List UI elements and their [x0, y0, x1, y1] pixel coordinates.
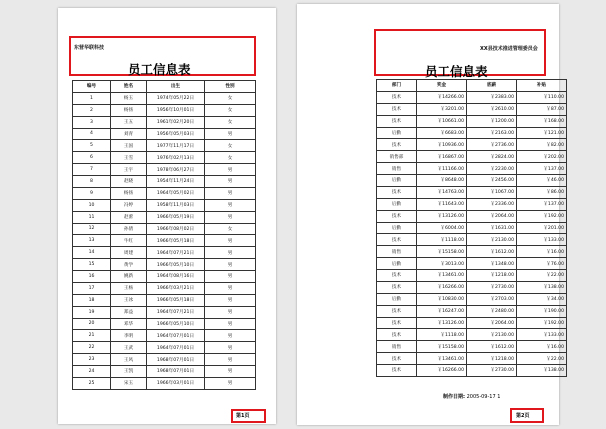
table-cell: 男 — [205, 211, 256, 223]
table-cell: 杨玉 — [111, 92, 147, 104]
table-cell: 1966年08月02日 — [147, 223, 205, 235]
table-row — [73, 116, 256, 128]
salary-table — [376, 79, 567, 377]
print-date-value: 2005-09-17 1 — [466, 394, 501, 400]
table-row — [377, 127, 567, 139]
table-row — [73, 342, 256, 354]
table-cell: 男 — [205, 235, 256, 247]
table-cell: 男 — [205, 342, 256, 354]
table-cell: 刘青 — [111, 128, 147, 140]
table-cell: 25 — [73, 377, 111, 389]
table-cell: ￥11643.00 — [417, 198, 467, 210]
table-cell: 技术 — [377, 186, 417, 198]
table-cell: 王宇 — [111, 164, 147, 176]
table-row — [377, 305, 567, 317]
table-cell: 邓华 — [111, 318, 147, 330]
table-cell: ￥137.00 — [517, 198, 567, 210]
table-cell: ￥6683.00 — [417, 127, 467, 139]
table-row — [73, 318, 256, 330]
table-row — [377, 175, 567, 187]
table-cell: 1977年11月17日 — [147, 140, 205, 152]
column-header: 部门 — [377, 80, 417, 92]
table-cell: ￥2610.00 — [467, 103, 517, 115]
table-row — [377, 163, 567, 175]
table-cell: 1966年05月10日 — [147, 318, 205, 330]
table-cell: 后勤 — [377, 175, 417, 187]
table-cell: ￥16266.00 — [417, 365, 467, 377]
table-cell: 赵蕾 — [111, 211, 147, 223]
table-cell: 男 — [205, 176, 256, 188]
table-cell: ￥1067.00 — [467, 186, 517, 198]
table-cell: 1958年11月03日 — [147, 199, 205, 211]
table-row — [377, 151, 567, 163]
table-cell: ￥87.00 — [517, 103, 567, 115]
table-cell: 男 — [205, 306, 256, 318]
table-cell: ￥110.00 — [517, 91, 567, 103]
table-cell: 2 — [73, 104, 111, 116]
table-cell: 销售 — [377, 163, 417, 175]
page-number: 第1页 — [236, 413, 250, 419]
table-cell: 王雪 — [111, 152, 147, 164]
table-cell: ￥2230.00 — [467, 163, 517, 175]
table-cell: 后勤 — [377, 127, 417, 139]
table-cell: ￥138.00 — [517, 281, 567, 293]
table-cell: 技术 — [377, 103, 417, 115]
table-cell: 销售 — [377, 341, 417, 353]
table-cell: ￥16266.00 — [417, 281, 467, 293]
table-row — [73, 223, 256, 235]
table-cell: 5 — [73, 140, 111, 152]
table-cell: 技术 — [377, 353, 417, 365]
table-cell: 王国 — [111, 140, 147, 152]
table-cell: ￥201.00 — [517, 222, 567, 234]
table-cell: 男 — [205, 366, 256, 378]
table-cell: ￥22.00 — [517, 270, 567, 282]
table-cell: 姚新 — [111, 271, 147, 283]
table-cell: 3 — [73, 116, 111, 128]
table-cell: 王风 — [111, 354, 147, 366]
table-cell: 1978年06月27日 — [147, 164, 205, 176]
table-cell: 1974年05月22日 — [147, 92, 205, 104]
table-cell: ￥14763.00 — [417, 186, 467, 198]
table-cell: ￥46.00 — [517, 175, 567, 187]
column-header: 编号 — [73, 81, 111, 93]
table-cell: 宋玉 — [111, 377, 147, 389]
table-cell: ￥6004.00 — [417, 222, 467, 234]
table-row — [73, 104, 256, 116]
table-cell: ￥1118.00 — [417, 329, 467, 341]
table-cell: 8 — [73, 176, 111, 188]
table-cell: 17 — [73, 282, 111, 294]
table-cell: ￥1612.00 — [467, 341, 517, 353]
table-row — [377, 293, 567, 305]
table-cell: ￥13461.00 — [417, 270, 467, 282]
column-header: 奖金 — [417, 80, 467, 92]
table-cell: ￥3201.00 — [417, 103, 467, 115]
column-header: 性别 — [205, 81, 256, 93]
table-header-row — [377, 80, 567, 92]
table-cell: 18 — [73, 294, 111, 306]
table-cell: 19 — [73, 306, 111, 318]
table-cell: 1964年07月21日 — [147, 247, 205, 259]
table-row — [73, 330, 256, 342]
table-cell: 女 — [205, 104, 256, 116]
table-cell: 1964年07月21日 — [147, 306, 205, 318]
table-cell: 男 — [205, 318, 256, 330]
table-row — [73, 235, 256, 247]
table-row — [73, 176, 256, 188]
table-row — [377, 281, 567, 293]
table-cell: 女 — [205, 140, 256, 152]
table-cell: ￥2336.00 — [467, 198, 517, 210]
table-row — [73, 199, 256, 211]
table-cell: 1968年07月01日 — [147, 366, 205, 378]
table-cell: 郑益 — [111, 306, 147, 318]
table-cell: 1966年05月18日 — [147, 235, 205, 247]
table-cell: ￥133.00 — [517, 329, 567, 341]
table-cell: 牛红 — [111, 235, 147, 247]
table-cell: ￥15158.00 — [417, 341, 467, 353]
table-cell: ￥1218.00 — [467, 353, 517, 365]
page-title: 员工信息表 — [128, 62, 191, 77]
table-cell: 技术 — [377, 115, 417, 127]
table-row — [73, 152, 256, 164]
table-cell: 1968年07月01日 — [147, 354, 205, 366]
table-cell: 李明 — [111, 330, 147, 342]
table-cell: 男 — [205, 282, 256, 294]
employee-table — [72, 80, 256, 390]
table-row — [73, 377, 256, 389]
table-cell: 1966年05月18日 — [147, 294, 205, 306]
table-cell: ￥82.00 — [517, 139, 567, 151]
table-cell: ￥2736.00 — [467, 139, 517, 151]
table-cell: 王杨 — [111, 282, 147, 294]
table-cell: ￥2456.00 — [467, 175, 517, 187]
table-cell: 男 — [205, 330, 256, 342]
column-header: 出生 — [147, 81, 205, 93]
table-row — [377, 353, 567, 365]
table-cell: ￥2730.00 — [467, 365, 517, 377]
table-cell: 黄学 — [111, 259, 147, 271]
table-cell: 王凯 — [111, 366, 147, 378]
table-cell: 13 — [73, 235, 111, 247]
table-cell: ￥16867.00 — [417, 151, 467, 163]
table-cell: 技术 — [377, 365, 417, 377]
table-cell: 男 — [205, 294, 256, 306]
table-cell: 10 — [73, 199, 111, 211]
table-cell: 21 — [73, 330, 111, 342]
table-cell: ￥2163.00 — [467, 127, 517, 139]
table-cell: 女 — [205, 116, 256, 128]
table-cell: 周建 — [111, 247, 147, 259]
table-row — [377, 91, 567, 103]
table-cell: ￥202.00 — [517, 151, 567, 163]
table-cell: 1966年05月19日 — [147, 211, 205, 223]
table-cell: 后勤 — [377, 222, 417, 234]
table-row — [73, 259, 256, 271]
table-cell: 9 — [73, 187, 111, 199]
table-cell: 女 — [205, 92, 256, 104]
table-row — [377, 139, 567, 151]
table-cell: ￥13461.00 — [417, 353, 467, 365]
table-cell: ￥192.00 — [517, 317, 567, 329]
table-cell: ￥1612.00 — [467, 246, 517, 258]
table-row — [73, 294, 256, 306]
table-cell: ￥22.00 — [517, 353, 567, 365]
table-cell: ￥2824.00 — [467, 151, 517, 163]
table-cell: 后勤 — [377, 198, 417, 210]
table-cell: 王武 — [111, 342, 147, 354]
table-cell: 技术 — [377, 281, 417, 293]
table-cell: ￥138.00 — [517, 365, 567, 377]
table-cell: 技术 — [377, 270, 417, 282]
table-cell: 14 — [73, 247, 111, 259]
table-cell: ￥16247.00 — [417, 305, 467, 317]
table-cell: 技术 — [377, 305, 417, 317]
table-row — [73, 164, 256, 176]
table-cell: ￥10830.00 — [417, 293, 467, 305]
table-cell: 男 — [205, 247, 256, 259]
table-cell: ￥121.00 — [517, 127, 567, 139]
table-cell: ￥2383.00 — [467, 91, 517, 103]
table-cell: 女 — [205, 152, 256, 164]
table-cell: 1966年03月01日 — [147, 377, 205, 389]
table-cell: 孙倩 — [111, 223, 147, 235]
table-cell: 11 — [73, 211, 111, 223]
table-cell: 销售部 — [377, 151, 417, 163]
table-cell: 男 — [205, 128, 256, 140]
table-cell: 1956年10月01日 — [147, 104, 205, 116]
table-row — [73, 211, 256, 223]
table-cell: ￥16.00 — [517, 246, 567, 258]
table-cell: ￥2703.00 — [467, 293, 517, 305]
table-cell: 赵晓 — [111, 176, 147, 188]
table-row — [377, 198, 567, 210]
table-cell: ￥1631.00 — [467, 222, 517, 234]
table-cell: 杨扬 — [111, 187, 147, 199]
table-cell: ￥86.00 — [517, 186, 567, 198]
table-cell: ￥3013.00 — [417, 258, 467, 270]
table-cell: ￥2480.00 — [467, 305, 517, 317]
company-name: XX县技术推进管理委员会 — [480, 46, 538, 52]
table-row — [377, 365, 567, 377]
table-cell: ￥34.00 — [517, 293, 567, 305]
table-cell: 销售 — [377, 246, 417, 258]
table-cell: 1976年02月13日 — [147, 152, 205, 164]
table-cell: ￥2064.00 — [467, 210, 517, 222]
table-row — [377, 270, 567, 282]
table-cell: 1964年07月01日 — [147, 330, 205, 342]
table-cell: ￥1348.00 — [467, 258, 517, 270]
table-cell: 22 — [73, 342, 111, 354]
table-cell: 1954年11月24日 — [147, 176, 205, 188]
table-row — [377, 246, 567, 258]
table-cell: 技术 — [377, 91, 417, 103]
table-cell: ￥2130.00 — [467, 234, 517, 246]
table-cell: 6 — [73, 152, 111, 164]
table-row — [377, 103, 567, 115]
table-row — [377, 210, 567, 222]
column-header: 姓名 — [111, 81, 147, 93]
table-cell: ￥11166.00 — [417, 163, 467, 175]
table-header-row — [73, 81, 256, 93]
table-cell: 王冰 — [111, 294, 147, 306]
table-row — [377, 222, 567, 234]
table-row — [73, 366, 256, 378]
table-row — [377, 317, 567, 329]
table-cell: 技术 — [377, 210, 417, 222]
table-cell: 20 — [73, 318, 111, 330]
table-cell: 技术 — [377, 329, 417, 341]
table-cell: ￥14266.00 — [417, 91, 467, 103]
table-row — [377, 329, 567, 341]
table-cell: ￥190.00 — [517, 305, 567, 317]
table-cell: 1956年05月03日 — [147, 128, 205, 140]
table-cell: 1961年02月20日 — [147, 116, 205, 128]
page-title: 员工信息表 — [425, 64, 488, 79]
table-cell: 男 — [205, 199, 256, 211]
table-cell: ￥1200.00 — [467, 115, 517, 127]
table-cell: 后勤 — [377, 293, 417, 305]
table-row — [73, 187, 256, 199]
table-cell: ￥10661.00 — [417, 115, 467, 127]
print-preview-page-1 — [58, 8, 276, 424]
table-cell: 1966年05月10日 — [147, 259, 205, 271]
table-row — [73, 247, 256, 259]
table-cell: 男 — [205, 164, 256, 176]
column-header: 底薪 — [467, 80, 517, 92]
table-cell: 男 — [205, 271, 256, 283]
table-cell: 1966年03月21日 — [147, 282, 205, 294]
table-cell: 杨扬 — [111, 104, 147, 116]
table-cell: 1964年05月02日 — [147, 187, 205, 199]
column-header: 补贴 — [517, 80, 567, 92]
table-cell: 后勤 — [377, 258, 417, 270]
table-row — [73, 282, 256, 294]
table-cell: 技术 — [377, 234, 417, 246]
print-date-label: 制作日期: — [443, 394, 465, 400]
table-row — [73, 92, 256, 104]
table-cell: ￥10936.00 — [417, 139, 467, 151]
table-cell: 4 — [73, 128, 111, 140]
print-date — [443, 393, 500, 400]
table-cell: ￥2130.00 — [467, 329, 517, 341]
table-cell: 技术 — [377, 317, 417, 329]
table-cell: 1964年07月01日 — [147, 342, 205, 354]
table-row — [377, 234, 567, 246]
table-cell: 男 — [205, 187, 256, 199]
table-cell: 1 — [73, 92, 111, 104]
table-cell: 男 — [205, 259, 256, 271]
company-name: 东营华联科技 — [74, 45, 105, 51]
table-cell: ￥13126.00 — [417, 210, 467, 222]
table-cell: 1964年08月16日 — [147, 271, 205, 283]
table-cell: 7 — [73, 164, 111, 176]
table-cell: ￥137.00 — [517, 163, 567, 175]
table-cell: 24 — [73, 366, 111, 378]
table-row — [73, 128, 256, 140]
table-cell: 23 — [73, 354, 111, 366]
table-row — [377, 115, 567, 127]
table-row — [377, 341, 567, 353]
table-cell: ￥2730.00 — [467, 281, 517, 293]
table-cell: 冯婷 — [111, 199, 147, 211]
table-cell: 技术 — [377, 139, 417, 151]
table-row — [73, 140, 256, 152]
table-cell: 男 — [205, 377, 256, 389]
table-cell: 12 — [73, 223, 111, 235]
table-cell: 王五 — [111, 116, 147, 128]
table-row — [377, 258, 567, 270]
table-cell: ￥16.00 — [517, 341, 567, 353]
table-cell: ￥168.00 — [517, 115, 567, 127]
table-cell: ￥8648.00 — [417, 175, 467, 187]
page-number: 第2页 — [516, 413, 530, 419]
table-cell: 男 — [205, 354, 256, 366]
table-cell: ￥13126.00 — [417, 317, 467, 329]
table-cell: ￥133.00 — [517, 234, 567, 246]
table-cell: ￥76.00 — [517, 258, 567, 270]
table-cell: 15 — [73, 259, 111, 271]
table-cell: ￥1218.00 — [467, 270, 517, 282]
table-cell: 女 — [205, 223, 256, 235]
table-row — [73, 271, 256, 283]
table-cell: 16 — [73, 271, 111, 283]
table-cell: ￥15158.00 — [417, 246, 467, 258]
table-row — [73, 354, 256, 366]
table-cell: ￥192.00 — [517, 210, 567, 222]
table-cell: ￥1118.00 — [417, 234, 467, 246]
print-preview-page-2 — [297, 4, 564, 425]
table-cell: ￥2064.00 — [467, 317, 517, 329]
table-row — [377, 186, 567, 198]
table-row — [73, 306, 256, 318]
